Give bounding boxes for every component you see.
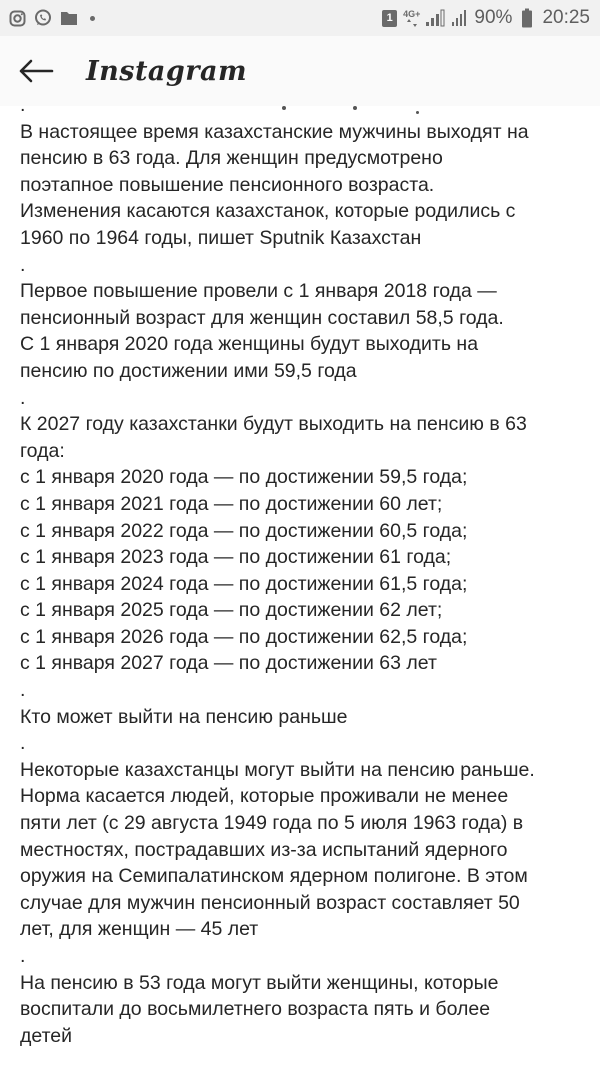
network-type-text: 4G+	[403, 8, 421, 19]
signal-strength-2-icon	[450, 9, 468, 27]
caption-line: с 1 января 2023 года — по достижении 61 года;	[20, 546, 452, 569]
caption-line: .	[20, 94, 26, 116]
post-caption	[20, 92, 585, 1049]
caption-line: Первое повышение провели с 1 января 2018 года —	[20, 280, 497, 303]
caption-line: пенсию по достижении ими 59,5 года	[20, 359, 357, 382]
status-bar	[0, 0, 600, 36]
caption-line: с 1 января 2021 года — по достижении 60 лет;	[20, 492, 443, 515]
app-title: Instagram	[86, 55, 248, 87]
caption-line: Изменения касаются казахстанок, которые родились с	[20, 200, 516, 223]
sim-badge: 1	[382, 10, 397, 27]
caption-line: .	[20, 732, 26, 755]
back-button[interactable]	[16, 51, 56, 91]
status-bar-left	[8, 9, 95, 27]
caption-line: лет, для женщин — 45 лет	[20, 918, 259, 941]
caption-line: Норма касается людей, которые проживали не менее	[20, 785, 509, 808]
data-arrows-icon	[407, 19, 417, 27]
caption-line: К 2027 году казахстанки будут выходить на пенсию в 63	[20, 413, 527, 436]
caption-line: оружия на Семипалатинском ядерном полигоне. В этом	[20, 865, 528, 888]
battery-icon	[518, 9, 536, 27]
caption-line: пяти лет (с 29 августа 1949 года по 5 июля 1963 года) в	[20, 812, 524, 835]
caption-line: .	[20, 679, 26, 702]
caption-line: С 1 января 2020 года женщины будут выходить на	[20, 333, 479, 356]
battery-percentage: 90%	[474, 7, 513, 28]
caption-line: с 1 января 2026 года — по достижении 62,5 года;	[20, 625, 468, 648]
post-caption-scroll-area[interactable]	[0, 94, 600, 1066]
arrow-left-icon	[18, 59, 54, 83]
caption-line: с 1 января 2020 года — по достижении 59,5 года;	[20, 466, 468, 489]
caption-line: случае для мужчин пенсионный возраст составляет 50	[20, 891, 520, 914]
caption-line: воспитали до восьмилетнего возраста пять и более	[20, 998, 491, 1021]
caption-line: Некоторые казахстанцы могут выйти на пенсию раньше.	[20, 758, 535, 781]
caption-line: года:	[20, 439, 65, 462]
caption-line: .	[20, 253, 26, 276]
caption-line: местностях, пострадавших из-за испытаний ядерного	[20, 838, 508, 861]
instagram-icon	[8, 9, 26, 27]
caption-line: На пенсию в 53 года могут выйти женщины, которые	[20, 971, 499, 994]
caption-line: В настоящее время казахстанские мужчины выходят на	[20, 120, 529, 143]
caption-line: пенсию в 63 года. Для женщин предусмотрено	[20, 147, 443, 170]
caption-line: с 1 января 2024 года — по достижении 61,5 года;	[20, 572, 468, 595]
clock: 20:25	[542, 7, 590, 28]
caption-line: поэтапное повышение пенсионного возраста.	[20, 173, 435, 196]
caption-line: .	[20, 386, 26, 409]
caption-line: детей	[20, 1024, 73, 1047]
network-type-label	[403, 10, 420, 27]
signal-strength-icon	[426, 9, 444, 27]
whatsapp-icon	[34, 9, 52, 27]
notification-dot-icon	[90, 16, 95, 21]
status-bar-right	[382, 7, 590, 29]
caption-line: с 1 января 2022 года — по достижении 60,5 года;	[20, 519, 468, 542]
caption-line: 1960 по 1964 годы, пишет Sputnik Казахстан	[20, 226, 422, 249]
caption-line: пенсионный возраст для женщин составил 58,5 года.	[20, 306, 504, 329]
folder-icon	[60, 9, 78, 27]
caption-line: .	[20, 945, 26, 967]
caption-line: с 1 января 2027 года — по достижении 63 лет	[20, 652, 437, 675]
caption-line: Кто может выйти на пенсию раньше	[20, 705, 348, 728]
caption-line: с 1 января 2025 года — по достижении 62 лет;	[20, 599, 443, 622]
